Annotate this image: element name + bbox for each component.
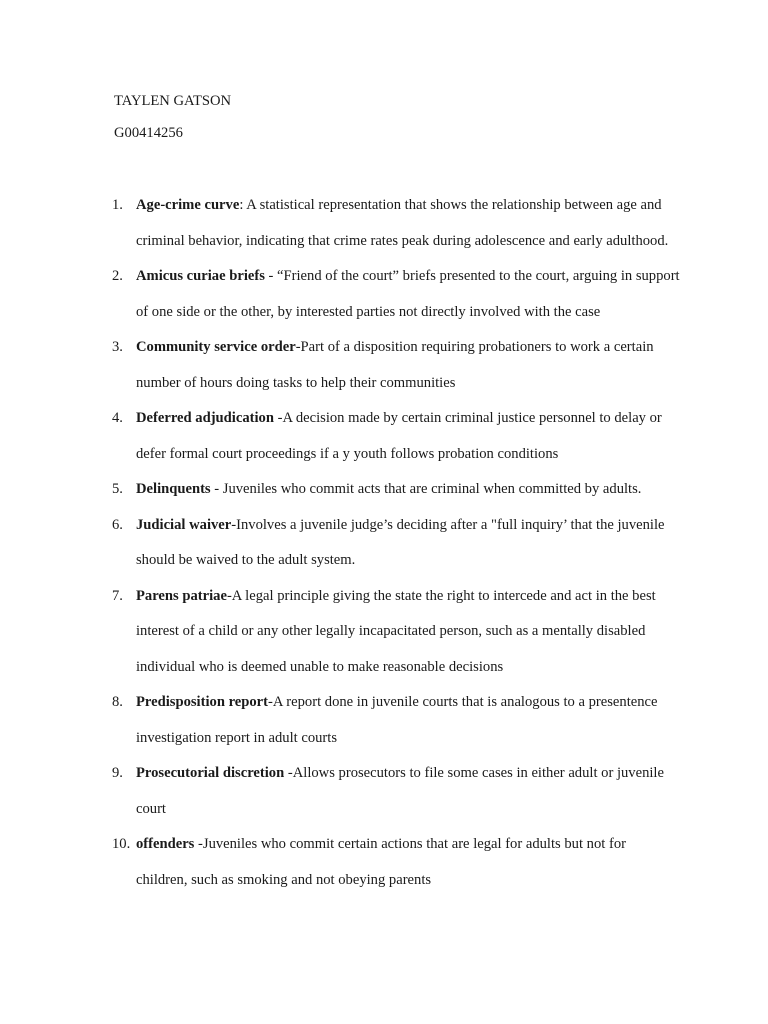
term-definition: -A decision made by certain criminal justice personnel to delay or defer formal court proceedings if a y youth follows probation conditions bbox=[136, 410, 662, 462]
term-name: Deferred adjudication bbox=[136, 410, 274, 426]
term-name: Judicial waiver bbox=[136, 516, 232, 533]
list-item bbox=[0, 827, 768, 898]
item-number: 2. bbox=[112, 268, 123, 284]
term-definition: -Involves a juvenile judge’s deciding after a "full inquiry’ that the juvenile should be waived to the adult system. bbox=[136, 516, 665, 568]
term-name: offenders bbox=[136, 836, 195, 852]
item-number: 1. bbox=[112, 197, 123, 213]
list-item bbox=[0, 472, 768, 508]
student-id: G00414256 bbox=[114, 125, 183, 141]
term-name: Prosecutorial discretion bbox=[136, 765, 285, 781]
item-text bbox=[136, 579, 681, 686]
item-number: 3. bbox=[112, 339, 123, 355]
item-text bbox=[136, 756, 681, 827]
item-text bbox=[136, 259, 681, 330]
item-number: 5. bbox=[112, 481, 123, 497]
item-text bbox=[136, 401, 681, 472]
term-definition: -Part of a disposition requiring probationers to work a certain number of hours doing tasks to help their communities bbox=[136, 339, 654, 391]
term-name: Age-crime curve bbox=[136, 197, 240, 213]
list-item bbox=[0, 330, 768, 401]
term-definition: -A legal principle giving the state the right to intercede and act in the best interest of a child or any other legally incapacitated person, such as a mentally disabled individual who is deemed unable to make reasonable decisions bbox=[136, 587, 656, 675]
term-name: Amicus curiae briefs bbox=[136, 268, 265, 284]
term-definition: : A statistical representation that shows the relationship between age and criminal behavior, indicating that crime rates peak during adolescence and early adulthood. bbox=[136, 197, 669, 249]
item-text bbox=[136, 472, 681, 508]
term-definition: - Juveniles who commit acts that are criminal when committed by adults. bbox=[210, 481, 642, 497]
item-number: 9. bbox=[112, 765, 123, 781]
term-definition: -Allows prosecutors to file some cases in either adult or juvenile court bbox=[136, 765, 664, 817]
list-item bbox=[0, 508, 768, 579]
item-number: 6. bbox=[112, 516, 123, 533]
item-number: 10. bbox=[112, 836, 131, 852]
item-text bbox=[136, 508, 681, 579]
list-item bbox=[0, 685, 768, 756]
item-text bbox=[136, 827, 681, 898]
item-text bbox=[136, 188, 681, 259]
term-name: Delinquents bbox=[136, 481, 211, 497]
item-text bbox=[136, 685, 681, 756]
list-item bbox=[0, 401, 768, 472]
term-definition: -Juveniles who commit certain actions that are legal for adults but not for children, such as smoking and not obeying parents bbox=[136, 836, 626, 888]
list-item bbox=[0, 579, 768, 686]
student-name: TAYLEN GATSON bbox=[114, 93, 232, 109]
list-item bbox=[0, 188, 768, 259]
list-item bbox=[0, 259, 768, 330]
item-number: 8. bbox=[112, 694, 123, 710]
item-text bbox=[136, 330, 681, 401]
term-name: Predisposition report bbox=[136, 694, 269, 710]
term-definition: -A report done in juvenile courts that is analogous to a presentence investigation report in adult courts bbox=[136, 694, 658, 746]
term-definition: - “Friend of the court” briefs presented to the court, arguing in support of one side or the other, by interested parties not directly involved with the case bbox=[136, 268, 680, 320]
list-item bbox=[0, 756, 768, 827]
item-number: 7. bbox=[112, 587, 123, 604]
item-number: 4. bbox=[112, 410, 123, 426]
term-name: Community service order bbox=[136, 339, 296, 355]
term-list bbox=[0, 188, 768, 898]
term-name: Parens patriae bbox=[136, 587, 227, 604]
